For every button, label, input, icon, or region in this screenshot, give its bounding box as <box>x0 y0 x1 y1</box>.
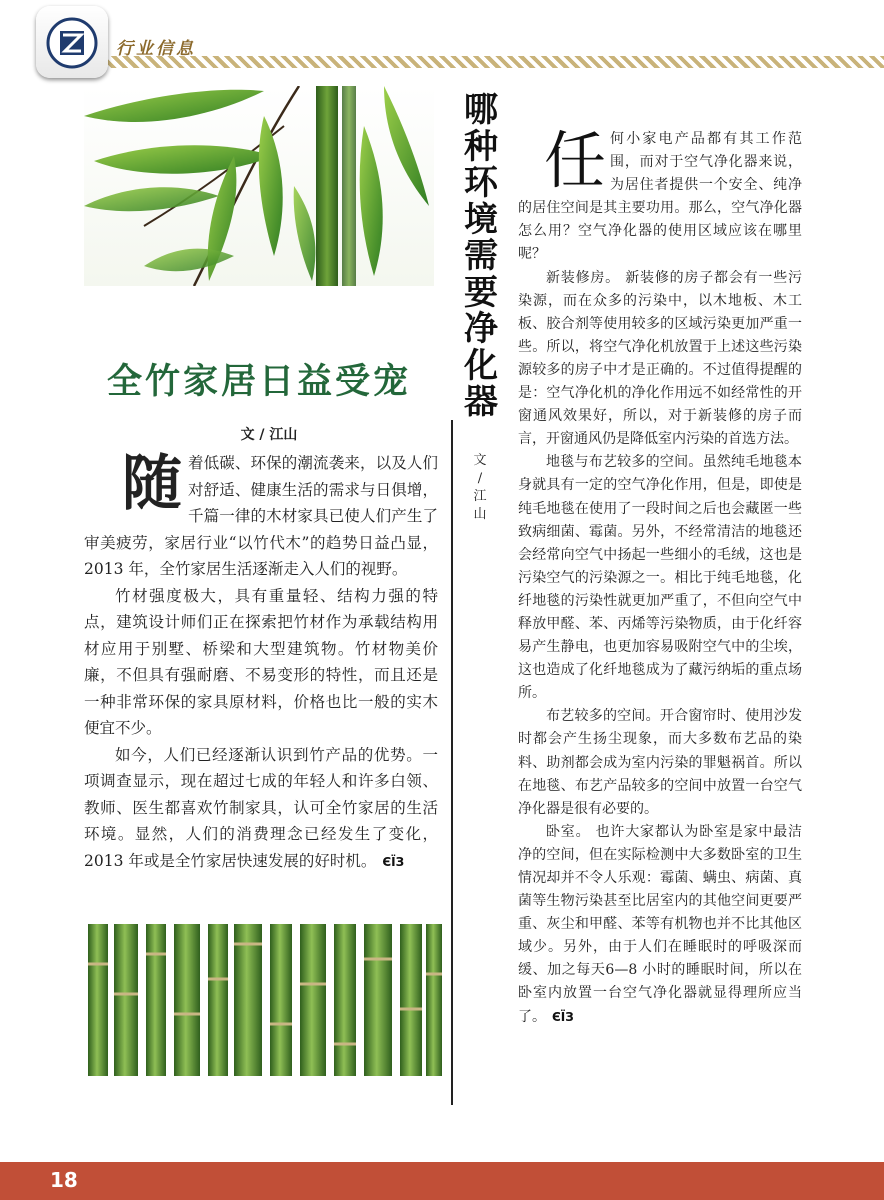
title-char: 境 <box>464 199 498 240</box>
article1-author: 文 / 江山 <box>240 427 298 443</box>
author-char: 文 <box>473 453 487 468</box>
article1-paragraph-text: 着低碳、环保的潮流袭来，以及人们对舒适、健康生活的需求与日俱增，千篇一律的木材家具已使人们产生了审美疲劳，家居行业“以竹代木”的趋势日益凸显，2013 年，全竹家居生活逐渐走入人们的视野。 <box>84 454 438 578</box>
title-char: 哪 <box>464 90 498 130</box>
end-mark: ЄЇЗ <box>552 1009 574 1024</box>
title-char: 环 <box>464 163 498 203</box>
title-char: 化 <box>464 345 498 386</box>
magazine-logo-icon <box>36 6 108 78</box>
bamboo-leaves-image <box>84 86 434 286</box>
article2-author <box>471 452 489 524</box>
article1-drop-cap: 随 <box>122 449 182 519</box>
article2-paragraph <box>518 124 802 267</box>
article1-paragraph <box>84 742 438 876</box>
header-stripe <box>100 56 884 68</box>
article1-paragraph-text: 如今，人们已经逐渐认识到竹产品的优势。一项调查显示，现在超过七成的年轻人和许多白领、教师、医生都喜欢竹制家具，认可全竹家居的生活环境。显然，人们的消费理念已经发生了变化，2013 年或是全竹家居快速发展的好时机。 <box>84 745 438 870</box>
title-char: 器 <box>464 382 498 422</box>
footer-bar <box>0 1162 884 1200</box>
section-label: 行业信息 <box>116 39 196 59</box>
article2-paragraph <box>518 821 802 1029</box>
author-char: 江 <box>473 489 487 504</box>
article1-body <box>84 450 438 875</box>
page-number: 18 <box>50 1168 78 1192</box>
title-char: 需 <box>464 236 498 276</box>
title-char: 要 <box>464 272 498 313</box>
author-char: 山 <box>473 507 487 522</box>
article2-paragraph: 布艺较多的空间。开合窗帘时、使用沙发时都会产生扬尘现象，而大多数布艺品的染料、助剂都会成为室内污染的罪魁祸首。所以在地毯、布艺产品较多的空间中放置一台空气净化器是很有必要的。 <box>518 708 802 817</box>
article2-title <box>458 92 504 421</box>
bamboo-stalks-image <box>84 924 444 1076</box>
article2-paragraph-text: 卧室。 也许大家都认为卧室是家中最洁净的空间，但在实际检测中大多数卧室的卫生情况却并不令人乐观：霉菌、螨虫、病菌、真菌等生物污染甚至比居室内的其他空间更要严重、灰尘和甲醛、苯等有机物也并不比其他区域少。另外，由于人们在睡眠时的呼吸深而缓、加之每天6—8 小时的睡眠时间，所以在卧室内放置一台空气净化器就显得理所应当了。 <box>518 823 802 1025</box>
author-char: / <box>477 471 483 486</box>
title-char: 净 <box>464 309 498 349</box>
article1-paragraph: 竹材强度极大，具有重量轻、结构力强的特点，建筑设计师们正在探索把竹材作为承载结构用材应用于别墅、桥梁和大型建筑物。竹材物美价廉，不但具有强耐磨、不易变形的特性，而且还是一种非常环保的家具原材料，价格也比一般的实木便宜不少。 <box>84 586 438 737</box>
article1-title: 全竹家居日益受宠 <box>106 362 411 402</box>
title-char: 种 <box>464 126 498 167</box>
column-divider <box>451 420 453 1105</box>
article2-paragraph: 新装修房。 新装修的房子都会有一些污染源，而在众多的污染中，以木地板、木工板、胶合剂等使用较多的区域污染更加严重一些。所以，将空气净化机放置于上述这些污染源较多的房子中才是正确的。不过值得提醒的是：空气净化机的净化作用远不如经常性的开窗通风效果好，所以，对于新装修的房子而言，开窗通风仍是降低室内污染的首选方法。 <box>518 269 802 448</box>
article2-paragraph-text: 何小家电产品都有其工作范围，而对于空气净化器来说，为居住者提供一个安全、纯净的居住空间是其主要功用。那么，空气净化器怎么用？空气净化器的使用区域应该在哪里呢？ <box>518 131 802 263</box>
article1-paragraph <box>84 450 438 583</box>
article2-body <box>518 124 802 1029</box>
article2-paragraph: 地毯与布艺较多的空间。虽然纯毛地毯本身就具有一定的空气净化作用，但是，即使是纯毛地毯在使用了一段时间之后也会藏匿一些致病细菌、霉菌。另外，不经常清洁的地毯还会经常向空气中扬起一些细小的毛绒，这也是污染空气的污染源之一。相比于纯毛地毯，化纤地毯的污染性就更加严重了，不但向空气中释放甲醛、苯、丙烯等污染物质，由于化纤容易产生静电，也更加容易吸附空气中的尘埃，这也造成了化纤地毯成为了藏污纳垢的重点场所。 <box>518 454 802 702</box>
article2-drop-cap: 任 <box>544 124 607 197</box>
end-mark: ЄЇЗ <box>382 854 405 869</box>
